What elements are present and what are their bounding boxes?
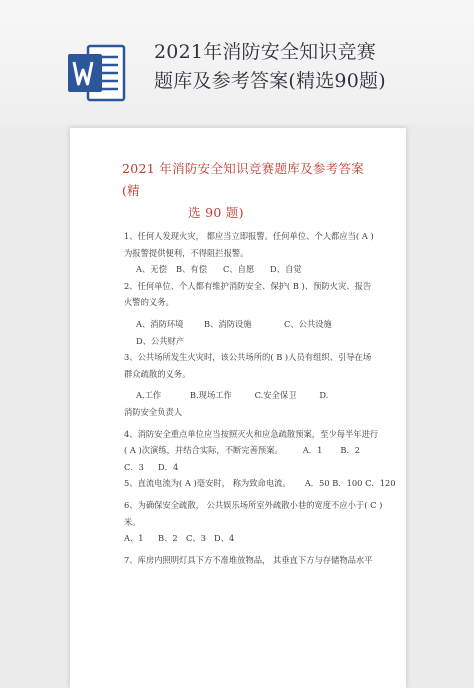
q1-option: B、有偿	[176, 264, 207, 275]
q1-options	[124, 261, 384, 278]
q5-text: 5、直流电流为( A )毫安时， 称为致命电流。	[124, 478, 291, 489]
q4-line-3	[124, 459, 384, 476]
q3-line-4: 消防安全负责人	[124, 406, 183, 417]
q1-line-2: 为报警提供便利，不得阻拦报警。	[124, 247, 249, 258]
q4-option: A．1	[302, 445, 323, 456]
title-line-2: 题库及参考答案(精选90题)	[154, 70, 386, 92]
q3-option: D.	[319, 390, 329, 401]
heading-line-1: 2021 年消防安全知识竞赛题库及参考答案(精	[122, 161, 365, 198]
q1-option: A、无偿	[136, 264, 167, 275]
q5-line-1	[124, 475, 396, 492]
q4-option: C．3	[124, 461, 144, 472]
q2-option: C、公共设施	[284, 318, 332, 329]
q6-option: B、2	[158, 533, 178, 544]
word-document-icon	[66, 42, 128, 104]
page-heading	[122, 158, 372, 224]
q2-option: B、消防设施	[204, 318, 252, 329]
q6-option: A、1	[124, 533, 144, 544]
q4-line-2	[124, 442, 384, 459]
q2-options	[124, 316, 384, 333]
q2-line-1: 2、任何单位、个人都有维护消防安全、保护( B )、预防火灾、报告	[124, 280, 372, 291]
q4-line-1: 4、消防安全重点单位应当按照灭火和应急疏散预案，至少每半年进行	[124, 428, 379, 439]
q3-options	[124, 387, 384, 404]
title-line-1: 2021年消防安全知识竞赛	[154, 41, 376, 63]
heading-line-2: 选 90 题)	[188, 205, 244, 220]
q6-line-2: 米。	[124, 516, 141, 527]
q1-line-1: 1、任何人发现火灾， 都应当立即报警。任何单位、个人都应当( A )	[124, 231, 374, 241]
q1-option: D、自觉	[270, 264, 302, 275]
q6-option: C、3	[186, 533, 206, 544]
document-title	[154, 38, 454, 96]
q2-line-3: D、公共财产	[136, 335, 185, 346]
q6-line-1: 6、为确保安全疏散， 公共娱乐场所室外疏散小巷的宽度不应小于( C )	[124, 499, 383, 510]
q4-option: D．4	[158, 461, 179, 472]
q2-line-2: 火警的义务。	[124, 297, 174, 308]
q7-line-1: 7、库房内照明灯具下方不准堆放物品， 其垂直下方与存储物品水平	[124, 554, 373, 565]
question-list	[124, 228, 396, 568]
q3-option: C.安全保卫	[254, 390, 297, 401]
q3-option: A.工作	[136, 390, 162, 401]
q4-option: B．2	[340, 445, 361, 456]
q6-options	[124, 530, 384, 547]
q3-line-2: 群众疏散的义务。	[124, 368, 191, 379]
q3-option: B.现场工作	[189, 390, 232, 401]
document-page	[70, 128, 406, 688]
q3-line-1: 3、公共场所发生火灾时，该公共场所的( B )人员有组织、引导在场	[124, 352, 372, 363]
q2-option: A、消防环境	[136, 318, 184, 329]
q5-options: A．50 B．100 C．120	[304, 478, 396, 489]
q6-option: D、4	[214, 533, 235, 544]
q1-option: C、自愿	[223, 264, 255, 275]
q4-text: ( A )次演练，并结合实际，不断完善预案。	[124, 445, 283, 456]
